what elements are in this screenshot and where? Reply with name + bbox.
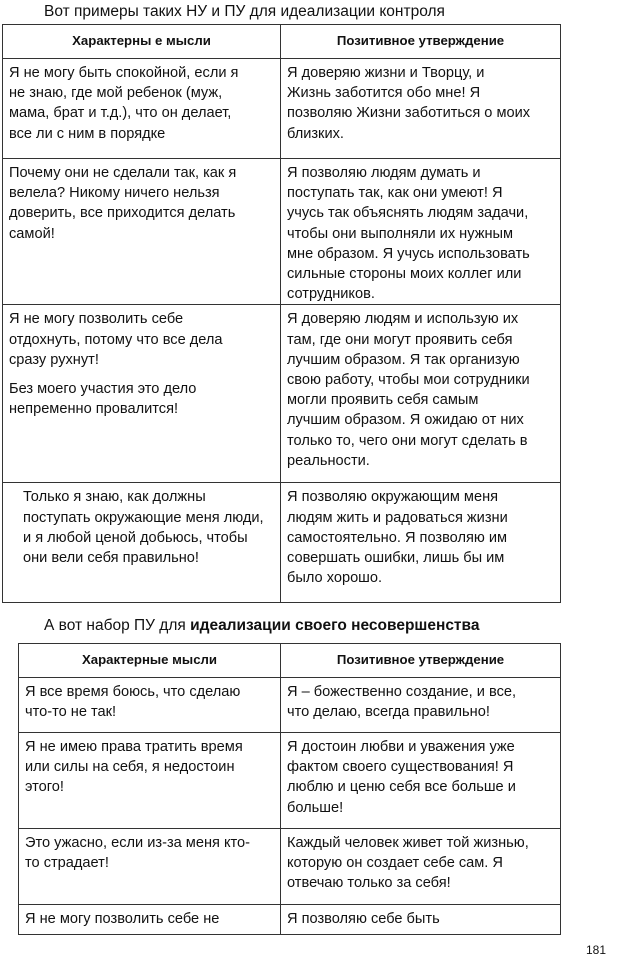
affirmation-cell: Я доверяю жизни и Творцу, и Жизнь заботится обо мне! Я позволяю Жизни заботиться о моих близких. xyxy=(287,65,531,142)
page-number: 181 xyxy=(585,943,606,957)
thought-cell: Я не могу позволить себе не xyxy=(25,911,220,927)
table-header-row xyxy=(3,25,561,59)
column-header-affirmation: Позитивное утверждение xyxy=(281,25,561,59)
section2-intro-bold: идеализации своего несовершенства xyxy=(190,617,480,634)
affirmation-cell: Я позволяю себе быть xyxy=(287,911,440,927)
thought-cell: Почему они не сделали так, как я велела? Никому ничего нельзя доверить, все приходится делать самой! xyxy=(9,165,237,242)
table-header-row xyxy=(19,644,561,678)
table-row xyxy=(19,678,561,733)
table-row xyxy=(3,159,561,305)
table-row xyxy=(19,905,561,935)
thought-cell: Я не могу быть спокойной, если я не знаю, где мой ребенок (муж, мама, брат и т.д.), что он делает, все ли с ним в порядке xyxy=(9,65,239,142)
thought-cell: Я не могу позволить себе отдохнуть, потому что все дела сразу рухнут! xyxy=(9,311,223,368)
column-header-affirmation: Позитивное утверждение xyxy=(281,644,561,678)
thought-cell-extra: Без моего участия это дело непременно провалится! xyxy=(9,381,197,418)
affirmation-cell: Я – божественно создание, и все, что делаю, всегда правильно! xyxy=(287,684,517,721)
table-row xyxy=(3,59,561,159)
section2-intro-prefix: А вот набор ПУ для xyxy=(44,617,191,634)
table-row xyxy=(3,483,561,603)
affirmation-cell: Я доверяю людям и использую их там, где они могут проявить себя лучшим образом. Я так организую свою работу, чтобы мои сотрудники могли проявить себя самым лучшим образом. Я ожидаю от них только то, чего они могут сделать в реальности. xyxy=(287,311,530,469)
thought-cell: Я не имею права тратить время или силы на себя, я недостоин этого! xyxy=(25,739,243,796)
affirmation-cell: Я позволяю людям думать и поступать так, как они умеют! Я учусь так объяснять людям задачи, чтобы они выполняли их нужным мне образом. Я учусь использовать сильные стороны моих коллег или сотрудников. xyxy=(287,165,530,303)
affirmation-cell: Я достоин любви и уважения уже фактом своего существования! Я люблю и ценю себя все больше и больше! xyxy=(287,739,516,816)
imperfection-table xyxy=(18,643,561,935)
section1-intro: Вот примеры таких НУ и ПУ для идеализации контроля xyxy=(44,3,445,20)
affirmation-cell: Я позволяю окружающим меня людям жить и радоваться жизни самостоятельно. Я позволяю им совершать ошибки, лишь бы им было хорошо. xyxy=(287,489,508,587)
table-row xyxy=(19,829,561,905)
table-row xyxy=(3,305,561,483)
table-row xyxy=(19,733,561,829)
thought-cell: Только я знаю, как должны поступать окружающие меня люди, и я любой ценой добьюсь, чтобы они вели себя правильно! xyxy=(23,489,264,567)
affirmation-cell: Каждый человек живет той жизнью, которую он создает себе сам. Я отвечаю только за себя! xyxy=(287,835,529,892)
section2-intro xyxy=(44,616,479,635)
thought-cell: Я все время боюсь, что сделаю что-то не так! xyxy=(25,684,241,721)
column-header-thoughts: Характерные мысли xyxy=(19,644,281,678)
thought-cell: Это ужасно, если из-за меня кто- то страдает! xyxy=(25,835,251,872)
column-header-thoughts: Характерны е мысли xyxy=(3,25,281,59)
control-table xyxy=(2,24,561,603)
